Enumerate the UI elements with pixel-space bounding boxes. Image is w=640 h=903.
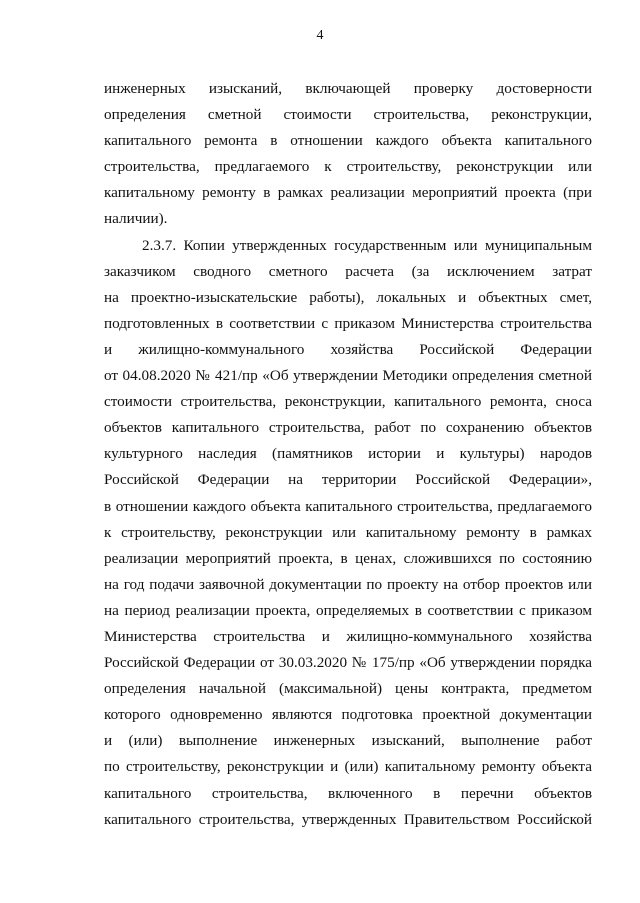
text-line: реализации мероприятий проекта, в ценах, сложившихся по состоянию xyxy=(104,549,592,567)
text-line: строительства, предлагаемого к строительству, реконструкции или xyxy=(104,158,592,176)
text-line: от 04.08.2020 № 421/пр «Об утверждении Методики определения сметной xyxy=(104,367,592,385)
text-line: на проектно-изыскательские работы), локальных и объектных смет, xyxy=(104,288,592,306)
text-line: капитального строительства, утвержденных Правительством Российской xyxy=(104,810,592,828)
text-line: инженерных изысканий, включающей проверку достоверности xyxy=(104,80,592,97)
text-line: на год подачи заявочной документации по проекту на отбор проектов или xyxy=(104,575,592,593)
text-line: определения сметной стоимости строительства, реконструкции, xyxy=(104,106,592,124)
text-line: Министерства строительства и жилищно-коммунального хозяйства xyxy=(104,627,592,645)
text-line: Российской Федерации от 30.03.2020 № 175/пр «Об утверждении порядка xyxy=(104,654,592,672)
text-line: капитального строительства, включенного в перечни объектов xyxy=(104,784,592,802)
text-line: к строительству, реконструкции или капитальному ремонту в рамках xyxy=(104,523,592,541)
text-line: которого одновременно являются подготовка проектной документации xyxy=(104,706,592,724)
page-number: 4 xyxy=(316,28,324,43)
text-line: определения начальной (максимальной) цены контракта, предметом xyxy=(104,680,592,698)
text-line: культурного наследия (памятников истории и культуры) народов xyxy=(104,445,592,463)
text-line: объектов капитального строительства, работ по сохранению объектов xyxy=(104,419,592,437)
text-line: капитального ремонта в отношении каждого объекта капитального xyxy=(104,132,592,150)
text-line: стоимости строительства, реконструкции, капитального ремонта, сноса xyxy=(104,393,592,411)
text-line: наличии). xyxy=(104,210,168,228)
body-text xyxy=(104,76,592,833)
text-line: Российской Федерации на территории Российской Федерации», xyxy=(104,471,592,489)
paragraph-start-line: 2.3.7. Копии утвержденных государственным или муниципальным xyxy=(142,236,592,254)
text-line: подготовленных в соответствии с приказом Министерства строительства xyxy=(104,314,592,332)
text-line: по строительству, реконструкции и (или) капитальному ремонту объекта xyxy=(104,758,592,776)
text-line: заказчиком сводного сметного расчета (за исключением затрат xyxy=(104,262,592,280)
text-line: и (или) выполнение инженерных изысканий, выполнение работ xyxy=(104,732,592,750)
text-line: в отношении каждого объекта капитального строительства, предлагаемого xyxy=(104,497,592,515)
text-line: капитальному ремонту в рамках реализации мероприятий проекта (при xyxy=(104,184,592,202)
text-line: и жилищно-коммунального хозяйства Российской Федерации xyxy=(104,340,592,358)
text-line: на период реализации проекта, определяемых в соответствии с приказом xyxy=(104,601,592,619)
